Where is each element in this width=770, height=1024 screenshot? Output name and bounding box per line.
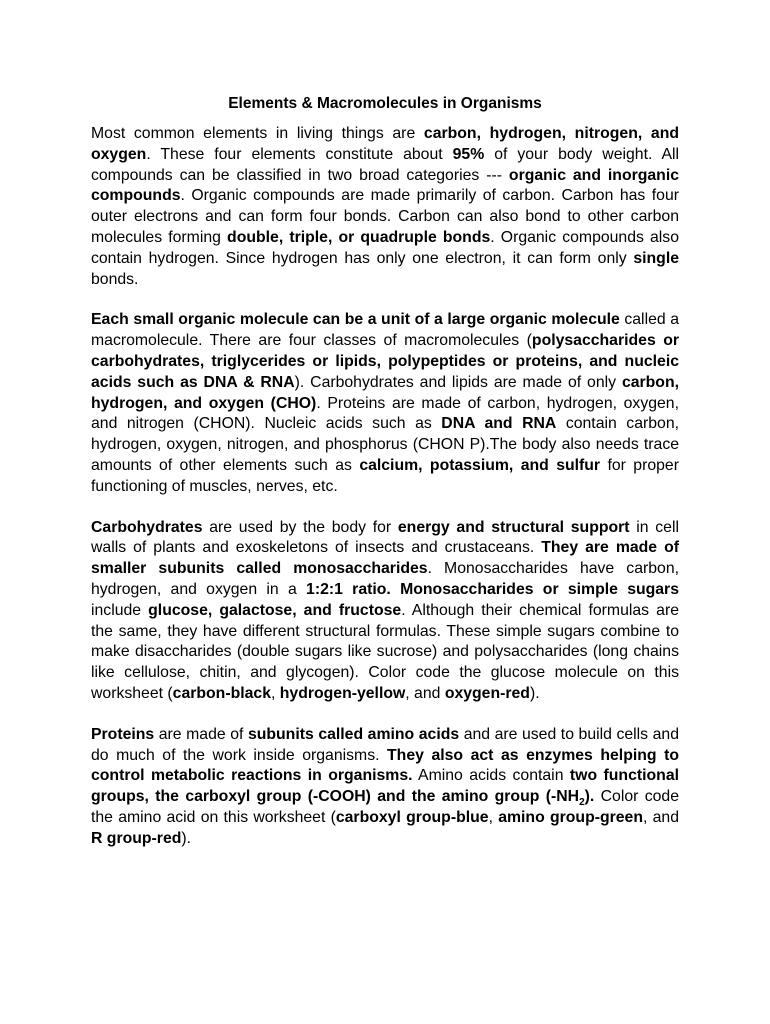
text-run: ). [181,829,192,847]
bold-text-run: They are made of smaller subunits called monosaccharides [91,539,679,578]
bold-text-run: amino group-green [498,808,643,826]
bold-text-run: glucose, galactose, and fructose [148,601,402,619]
paragraph-4 [91,725,679,850]
text-run: . These four elements constitute about [146,145,453,163]
paragraph-1 [91,124,679,290]
text-run: called a macromolecule. There are four classes of macromolecules ( [91,311,679,350]
text-run: contain carbon, hydrogen, oxygen, nitrogen, and phosphorus (CHON P).The body also needs trace amounts of other elements such as [91,415,679,474]
bold-text-run: calcium, potassium, and sulfur [359,456,601,474]
text-run: Most common elements in living things are [91,125,424,142]
text-run: , and [405,684,445,702]
bold-text-run: ). [584,788,595,806]
bold-text-run: They also act as enzymes helping to control metabolic reactions in organisms. [91,746,679,785]
text-run: . Organic compounds also contain hydrogen. Since hydrogen has only one electron, it can form only [91,228,679,267]
text-run: bonds. [91,270,139,288]
text-run: , [488,808,499,826]
text-run: ). Carbohydrates and lipids are made of only [294,373,622,391]
text-run: are made of [154,725,248,743]
text-run: , and [643,808,679,826]
paragraph-2 [91,310,679,497]
bold-text-run: Proteins [91,725,155,743]
bold-text-run: carbon-black [172,684,271,702]
bold-text-run: carbon, hydrogen, and oxygen (CHO) [91,373,679,412]
bold-text-run: polysaccharides or carbohydrates, triglycerides or lipids, polypeptides or proteins, and nucleic acids such as DNA & RNA [91,332,679,391]
bold-text-run: carbon, hydrogen, nitrogen, and oxygen [91,125,679,163]
bold-text-run: subunits called amino acids [247,725,460,743]
bold-text-run: single [633,249,679,267]
bold-text-run: 1:2:1 ratio. Monosaccharides or simple sugars [306,580,679,598]
bold-text-run: hydrogen-yellow [279,684,406,702]
bold-text-run: Carbohydrates [91,518,203,536]
text-run: Amino acids contain [412,767,570,785]
text-run: Color code the amino acid on this worksheet ( [91,788,679,826]
bold-text-run: 95% [452,145,485,163]
text-run: include [91,601,149,619]
bold-text-run: double, triple, or quadruple bonds [227,228,491,246]
text-run: of your body weight. All compounds can be classified in two broad categories --- [91,145,680,184]
paragraph-3 [91,518,679,705]
text-run: are used by the body for [202,518,398,536]
text-run: and are used to build cells and do much of the work inside organisms. [91,725,679,764]
bold-text-run: energy and structural support [397,518,630,536]
text-run: ). [529,684,540,702]
text-run: . Organic compounds are made primarily of carbon. Carbon has four outer electrons and can form four bonds. Carbon can also bond to other carbon molecules forming [91,187,679,246]
text-run: . Monosaccharides have carbon, hydrogen, and oxygen in a [91,560,679,598]
bold-text-run: DNA and RNA [441,415,557,433]
bold-text-run: R group-red [91,829,182,847]
text-run: . Although their chemical formulas are the same, they have different structural formulas. These simple sugars combine to make disaccharides (double sugars like sucrose) and polysaccharides (long chains like cellulose, chitin, and glycogen). Color code the glucose molecule on this worksheet ( [91,601,679,702]
bold-text-run: carboxyl group-blue [335,808,489,826]
document-title: Elements & Macromolecules in Organisms [228,95,542,112]
bold-text-run: oxygen-red [444,684,530,702]
document-body [91,124,679,850]
text-run: . Proteins are made of carbon, hydrogen, oxygen, and nitrogen (CHON). Nucleic acids such as [91,394,679,433]
text-run: , [270,684,280,702]
bold-text-run: organic and inorganic compounds [91,166,679,205]
bold-text-run: 2 [579,797,585,809]
bold-text-run: Each small organic molecule can be a unit of a large organic molecule [91,311,620,329]
bold-text-run: two functional groups, the carboxyl group (-COOH) and the amino group (-NH [91,767,679,806]
text-run: in cell walls of plants and exoskeletons of insects and crustaceans. [91,518,679,557]
text-run: for proper functioning of muscles, nerves, etc. [91,456,679,495]
